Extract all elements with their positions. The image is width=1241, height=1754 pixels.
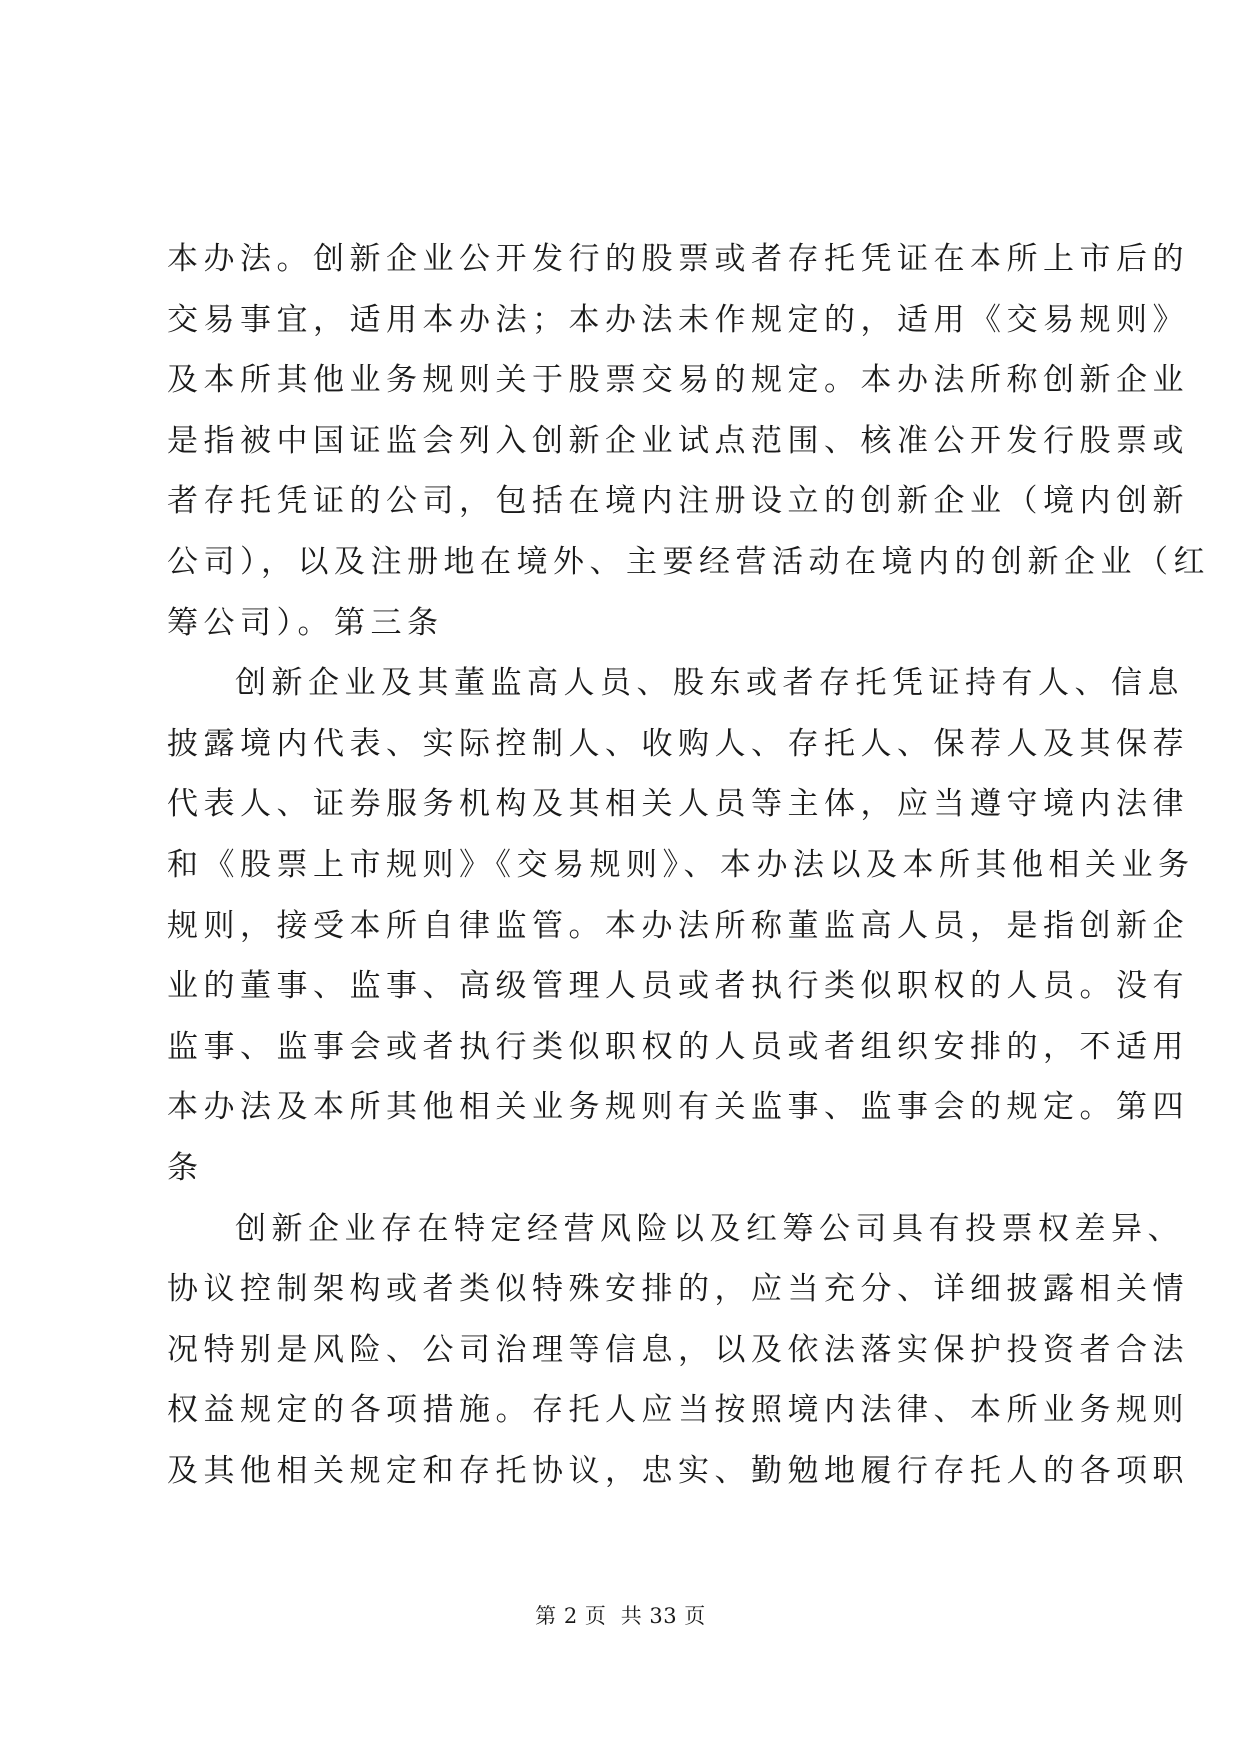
text-line: 权益规定的各项措施。存托人应当按照境内法律、本所业务规则: [167, 1392, 1189, 1429]
text-line: 者存托凭证的公司，包括在境内注册设立的创新企业（境内创新: [167, 483, 1189, 520]
text-line: 披露境内代表、实际控制人、收购人、存托人、保荐人及其保荐: [167, 725, 1189, 762]
text-line: 本办法及本所其他相关业务规则有关监事、监事会的规定。第四: [167, 1089, 1189, 1126]
text-line: 创新企业存在特定经营风险以及红筹公司具有投票权差异、: [235, 1210, 1184, 1247]
text-line: 筹公司）。第三条: [167, 604, 444, 641]
text-line: 公司），以及注册地在境外、主要经营活动在境内的创新企业（红: [167, 543, 1210, 580]
text-line: 是指被中国证监会列入创新企业试点范围、核准公开发行股票或: [167, 422, 1189, 459]
text-line: 及其他相关规定和存托协议，忠实、勤勉地履行存托人的各项职: [167, 1452, 1189, 1489]
text-line: 代表人、证券服务机构及其相关人员等主体，应当遵守境内法律: [167, 786, 1189, 823]
text-line: 规则，接受本所自律监管。本办法所称董监高人员，是指创新企: [167, 907, 1189, 944]
page-footer: [0, 1602, 1241, 1630]
text-line: 本办法。创新企业公开发行的股票或者存托凭证在本所上市后的: [167, 241, 1189, 277]
document-body: [167, 229, 1210, 1501]
text-line: 创新企业及其董监高人员、股东或者存托凭证持有人、信息: [235, 665, 1184, 702]
text-line: 交易事宜，适用本办法；本办法未作规定的，适用《交易规则》: [167, 301, 1189, 338]
text-line: 业的董事、监事、高级管理人员或者执行类似职权的人员。没有: [167, 968, 1189, 1005]
text-line: 协议控制架构或者类似特殊安排的，应当充分、详细披露相关情: [167, 1271, 1189, 1308]
text-line: 及本所其他业务规则关于股票交易的规定。本办法所称创新企业: [167, 362, 1189, 399]
text-line: 监事、监事会或者执行类似职权的人员或者组织安排的，不适用: [167, 1028, 1189, 1065]
page-number-label: 第 2 页 共 33 页: [535, 1604, 706, 1628]
text-line: 条: [167, 1149, 204, 1186]
text-line: 和《股票上市规则》《交易规则》、本办法以及本所其他相关业务: [167, 846, 1195, 883]
text-line: 况特别是风险、公司治理等信息，以及依法落实保护投资者合法: [167, 1331, 1189, 1368]
